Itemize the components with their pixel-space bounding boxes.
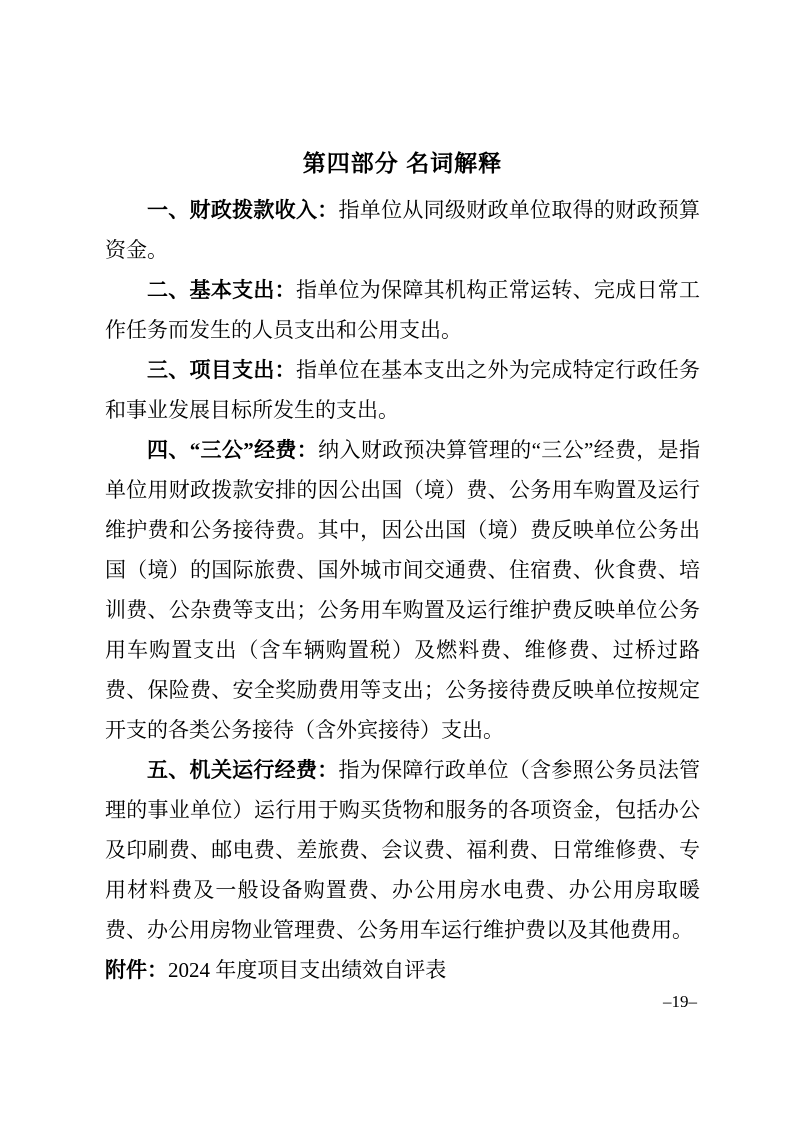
definition-paragraph-3 bbox=[105, 350, 700, 430]
attachment-text: 2024 年度项目支出绩效自评表 bbox=[168, 958, 447, 982]
attachment-label: 附件： bbox=[105, 958, 168, 982]
term-definition-2: 指单位为保障其机构正常运转、完成日常工作任务而发生的人员支出和公用支出。 bbox=[105, 278, 701, 342]
definition-paragraph-1 bbox=[105, 190, 700, 270]
definition-paragraph-4 bbox=[105, 430, 700, 750]
term-definition-1: 指单位从同级财政单位取得的财政预算资金。 bbox=[105, 198, 701, 262]
page-number: –19– bbox=[663, 992, 697, 1011]
term-label-5: 五、机关运行经费： bbox=[147, 758, 339, 782]
term-label-1: 一、财政拨款收入： bbox=[147, 198, 339, 222]
term-definition-5: 指为保障行政单位（含参照公务员法管理的事业单位）运行用于购买货物和服务的各项资金，包括办公及印刷费、邮电费、差旅费、会议费、福利费、日常维修费、专用材料费及一般设备购置费、办公用房水电费、办公用房取暖费、办公用房物业管理费、公务用车运行维护费以及其他费用。 bbox=[105, 758, 701, 942]
definition-paragraph-2 bbox=[105, 270, 700, 350]
term-definition-4: 纳入财政预决算管理的“三公”经费，是指单位用财政拨款安排的因公出国（境）费、公务用车购置及运行维护费和公务接待费。其中，因公出国（境）费反映单位公务出国（境）的国际旅费、国外城市间交通费、住宿费、伙食费、培训费、公杂费等支出；公务用车购置及运行维护费反映单位公务用车购置支出（含车辆购置税）及燃料费、维修费、过桥过路费、保险费、安全奖励费用等支出；公务接待费反映单位按规定开支的各类公务接待（含外宾接待）支出。 bbox=[105, 438, 701, 742]
page-title: 第四部分 名词解释 bbox=[302, 150, 503, 176]
term-label-3: 三、项目支出： bbox=[147, 358, 296, 382]
attachment-line bbox=[105, 950, 700, 990]
term-label-4: 四、“三公”经费： bbox=[147, 438, 319, 462]
term-definition-3: 指单位在基本支出之外为完成特定行政任务和事业发展目标所发生的支出。 bbox=[105, 358, 701, 422]
definition-paragraph-5 bbox=[105, 750, 700, 950]
term-label-2: 二、基本支出： bbox=[147, 278, 296, 302]
document-content bbox=[105, 150, 700, 990]
